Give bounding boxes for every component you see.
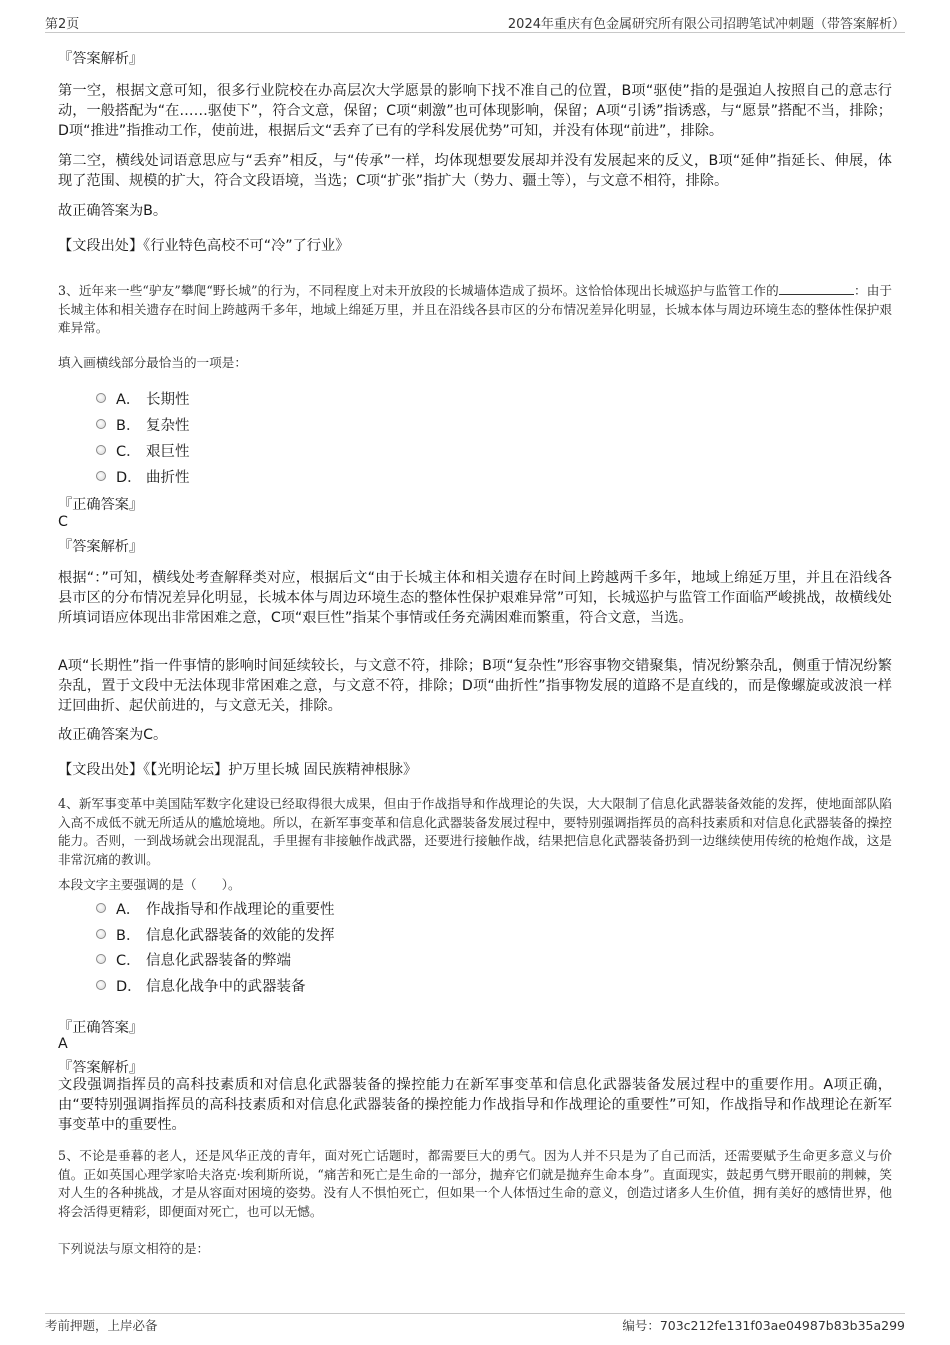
option-text: 信息化武器装备的弊端 bbox=[146, 952, 291, 969]
option-letter: C． bbox=[116, 952, 141, 969]
radio-button[interactable] bbox=[96, 419, 106, 429]
q5-stem: 5、不论是垂暮的老人，还是风华正茂的青年，面对死亡话题时，都需要巨大的勇气。因为人并不只是为了自己而活，还需要赋予生命更多意义与价值。正如英国心理学家哈夫洛克·埃利斯所说，“痛苦和死亡是生命的一部分，抛弃它们就是抛弃生命本身”。直面现实，鼓起勇气劈开眼前的荆棘，笑对人生的各种挑战，才是从容面对困境的姿势。没有人不惧怕死亡，但如果一个人体悟过生命的意义，创造过诸多人生价值，拥有美好的感情世界，他将会活得更精彩，即便面对死亡，也可以无憾。 bbox=[58, 1148, 892, 1219]
radio-button[interactable] bbox=[96, 445, 106, 455]
q4-analysis-label: 『答案解析』 bbox=[58, 1060, 144, 1076]
option-text: 作战指导和作战理论的重要性 bbox=[146, 901, 335, 918]
q4-option-c[interactable] bbox=[96, 948, 291, 970]
footer-slogan: 考前押题，上岸必备 bbox=[45, 1318, 158, 1333]
q3-stem-part-1: 3、近年来一些“驴友”攀爬“野长城”的行为，不同程度上对未开放段的长城墙体造成了损坏。这恰恰体现出长城巡护与监管工作的 bbox=[58, 283, 779, 298]
radio-button[interactable] bbox=[96, 393, 106, 403]
option-letter: B． bbox=[116, 927, 141, 944]
page-footer bbox=[45, 1313, 905, 1336]
q3-prompt: 填入画横线部分最恰当的一项是： bbox=[58, 355, 247, 370]
option-letter: A． bbox=[116, 901, 141, 918]
option-letter: A． bbox=[116, 391, 141, 408]
q3-conclusion: 故正确答案为C。 bbox=[58, 727, 168, 743]
option-text: 艰巨性 bbox=[146, 443, 190, 460]
radio-button[interactable] bbox=[96, 980, 106, 990]
option-text: 曲折性 bbox=[146, 469, 190, 486]
q2-analysis-paragraph-1: 第一空，根据文意可知，很多行业院校在办高层次大学愿景的影响下找不准自己的位置，B项“驱使”指的是强迫人按照自己的意志行动，一般搭配为“在……驱使下”，符合文意，保留；C项“刺激”也可体现影响，保留；A项“引诱”指诱惑，与“愿景”搭配不当，排除；D项“推进”指推动工作，使前进，根据后文“丢弃了已有的学科发展优势”可知，并没有体现“前进”，排除。 bbox=[58, 83, 892, 139]
document-serial: 编号：703c212fe131f03ae04987b83b35a299 bbox=[622, 1318, 905, 1333]
q4-option-b[interactable] bbox=[96, 923, 335, 945]
page-number: 第2页 bbox=[45, 17, 80, 32]
q4-option-d[interactable] bbox=[96, 974, 306, 996]
option-letter: D． bbox=[116, 469, 142, 486]
option-letter: B． bbox=[116, 417, 141, 434]
q3-source: 【文段出处】《【光明论坛】护万里长城 固民族精神根脉》 bbox=[58, 762, 418, 778]
q3-option-b[interactable] bbox=[96, 413, 190, 435]
q3-analysis-paragraph-2: A项“长期性”指一件事情的影响时间延续较长，与文意不符，排除；B项“复杂性”形容事物交错聚集，情况纷繁杂乱，侧重于情况纷繁杂乱，置于文段中无法体现非常困难之意，与文意不符，排除；D项“曲折性”指事物发展的道路不是直线的，而是像螺旋或波浪一样迂回曲折、起伏前进的，与文意无关，排除。 bbox=[58, 658, 892, 714]
q4-stem: 4、新军事变革中美国陆军数字化建设已经取得很大成果，但由于作战指导和作战理论的失误，大大限制了信息化武器装备效能的发挥，使地面部队陷入高不成低不就无所适从的尴尬境地。所以，在新军事变革和信息化武器装备发展过程中，要特别强调指挥员的高科技素质和对信息化武器装备的操控能力。否则，一到战场就会出现混乱，手里握有非接触作战武器，还要进行接触作战，结果把信息化武器装备扔到一边继续使用传统的枪炮作战，这是非常沉痛的教训。 bbox=[58, 796, 892, 867]
page-header bbox=[45, 10, 905, 33]
q3-stem-part-2: ：由于长城主体和相关遗存在时间上跨越两千多年，地域上绵延万里，并且在沿线各县市区的分布情况差异化明显，长城本体与周边环境生态的整体性保护艰难异常。 bbox=[58, 283, 892, 335]
q3-correct-label: 『正确答案』 bbox=[58, 497, 144, 513]
q3-option-c[interactable] bbox=[96, 439, 190, 461]
q4-correct-label: 『正确答案』 bbox=[58, 1020, 144, 1036]
option-text: 复杂性 bbox=[146, 417, 190, 434]
q2-source: 【文段出处】《行业特色高校不可“冷”了行业》 bbox=[58, 238, 350, 254]
q2-analysis-label: 『答案解析』 bbox=[58, 51, 144, 67]
q3-analysis-paragraph-1: 根据“：”可知，横线处考查解释类对应，根据后文“由于长城主体和相关遗存在时间上跨越两千多年，地域上绵延万里，并且在沿线各县市区的分布情况差异化明显，长城本体与周边环境生态的整体性保护艰难异常”可知，长城巡护与监管工作面临严峻挑战，故横线处所填词语应体现出非常困难之意，C项“艰巨性”指某个事情或任务充满困难而繁重，符合文意，当选。 bbox=[58, 570, 892, 626]
option-text: 信息化战争中的武器装备 bbox=[146, 978, 306, 995]
q3-option-a[interactable] bbox=[96, 387, 190, 409]
q5-prompt: 下列说法与原文相符的是： bbox=[58, 1241, 210, 1256]
q3-analysis-label: 『答案解析』 bbox=[58, 539, 144, 555]
q4-analysis: 文段强调指挥员的高科技素质和对信息化武器装备的操控能力在新军事变革和信息化武器装备发展过程中的重要作用。A项正确，由“要特别强调指挥员的高科技素质和对信息化武器装备的操控能力作战指导和作战理论的重要性”可知，作战指导和作战理论在新军事变革中的重要性。 bbox=[58, 1077, 892, 1133]
q4-option-a[interactable] bbox=[96, 897, 335, 919]
option-letter: C． bbox=[116, 443, 141, 460]
q3-correct-answer: C bbox=[58, 514, 68, 530]
q4-correct-answer: A bbox=[58, 1036, 68, 1052]
option-text: 信息化武器装备的效能的发挥 bbox=[146, 927, 335, 944]
radio-button[interactable] bbox=[96, 471, 106, 481]
q3-stem bbox=[58, 282, 892, 338]
document-title: 2024年重庆有色金属研究所有限公司招聘笔试冲刺题（带答案解析） bbox=[507, 17, 905, 32]
radio-button[interactable] bbox=[96, 929, 106, 939]
radio-button[interactable] bbox=[96, 954, 106, 964]
option-letter: D． bbox=[116, 978, 142, 995]
q2-analysis-paragraph-2: 第二空，横线处词语意思应与“丢弃”相反，与“传承”一样，均体现想要发展却并没有发展起来的反义，B项“延伸”指延长、伸展，体现了范围、规模的扩大，符合文段语境，当选；C项“扩张”指扩大（势力、疆土等），与文意不相符，排除。 bbox=[58, 153, 892, 189]
q4-prompt: 本段文字主要强调的是（ ）。 bbox=[58, 877, 241, 892]
q2-conclusion: 故正确答案为B。 bbox=[58, 203, 168, 219]
option-text: 长期性 bbox=[146, 391, 190, 408]
radio-button[interactable] bbox=[96, 903, 106, 913]
fill-blank-line bbox=[779, 282, 854, 295]
q3-option-d[interactable] bbox=[96, 465, 190, 487]
